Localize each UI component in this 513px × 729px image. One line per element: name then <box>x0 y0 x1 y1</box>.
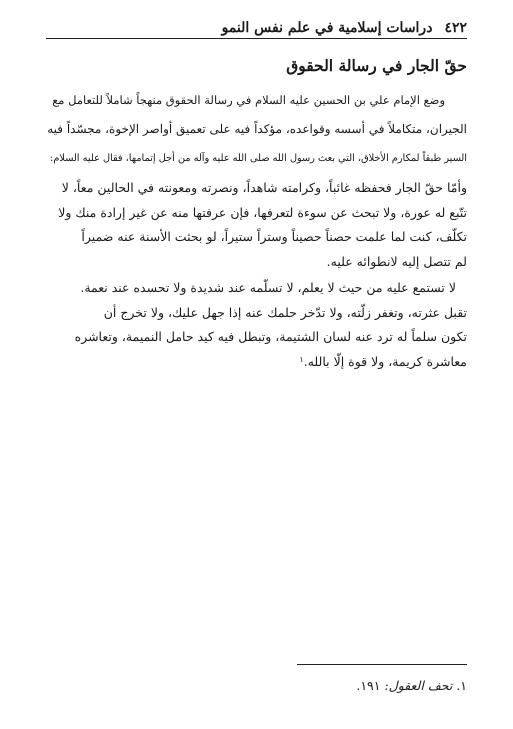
intro-line: السير طبقاً لمكارم الأخلاق، التي بعث رسول الله صلى الله عليه وآله من أجل إتمامها، فقال عليه السلام: <box>49 153 467 164</box>
quote-line: تقبل عثرته، وتغفر زلّته، ولا تدّخر حلمك عنه إذا جهل عليك، ولا تخرج أن <box>103 304 467 320</box>
footnote-page: ١٩١. <box>356 678 381 693</box>
quote-line-last <box>46 350 467 375</box>
running-title: دراسات إسلامية في علم نفس النمو <box>221 20 433 36</box>
page-number: ٤٢٢ <box>444 20 467 36</box>
quote-line: تكون سلماً له ترد عنه لسان الشتيمة، وتبطل فيه كيد حامل النميمة، وتعاشره <box>74 329 467 344</box>
quote-line: لم تتصل إليه لانطوائه عليه. <box>326 253 467 269</box>
section-title: حقّ الجار في رسالة الحقوق <box>286 56 467 75</box>
quoted-text <box>46 176 467 374</box>
footnote-marker: ١ <box>299 354 304 364</box>
intro-paragraph <box>46 86 467 173</box>
footnote-number: ١. <box>456 678 467 693</box>
footnote <box>46 677 467 695</box>
footnote-rule <box>297 664 467 665</box>
quote-line: تكلّف، كنت لما علمت حصناً حصيناً وستراً ستيراً، لو بحثت الأسنة عنه ضميراً <box>81 229 467 244</box>
header-rule <box>46 38 467 39</box>
quote-line: وأمّا حقّ الجار فحفظه غائباً، وكرامته شاهداً، ونصرته ومعونته في الحالين معاً، لا <box>61 180 467 195</box>
footnote-source: تحف العقول: <box>384 678 453 693</box>
intro-line: وضع الإمام علي بن الحسين عليه السلام في رسالة الحقوق منهجاً شاملاً للتعامل مع <box>52 93 445 107</box>
intro-line: الجيران، متكاملاً في أسسه وقواعده، مؤكداً فيه على تعميق أواصر الإخوة، مجسّداً فيه <box>47 122 467 136</box>
quote-line: لا تستمع عليه من حيث لا يعلم، لا تسلّمه عند شديدة ولا تحسده عند نعمة. <box>80 280 456 295</box>
quote-line-text: معاشرة كريمة، ولا قوة إلّا بالله. <box>303 353 467 369</box>
running-header <box>46 14 467 36</box>
quote-line: تتّبع له عورة، ولا تبحث عن سوءة لتعرفها، فإن عرفتها منه عن غير إرادة منك ولا <box>58 204 467 220</box>
